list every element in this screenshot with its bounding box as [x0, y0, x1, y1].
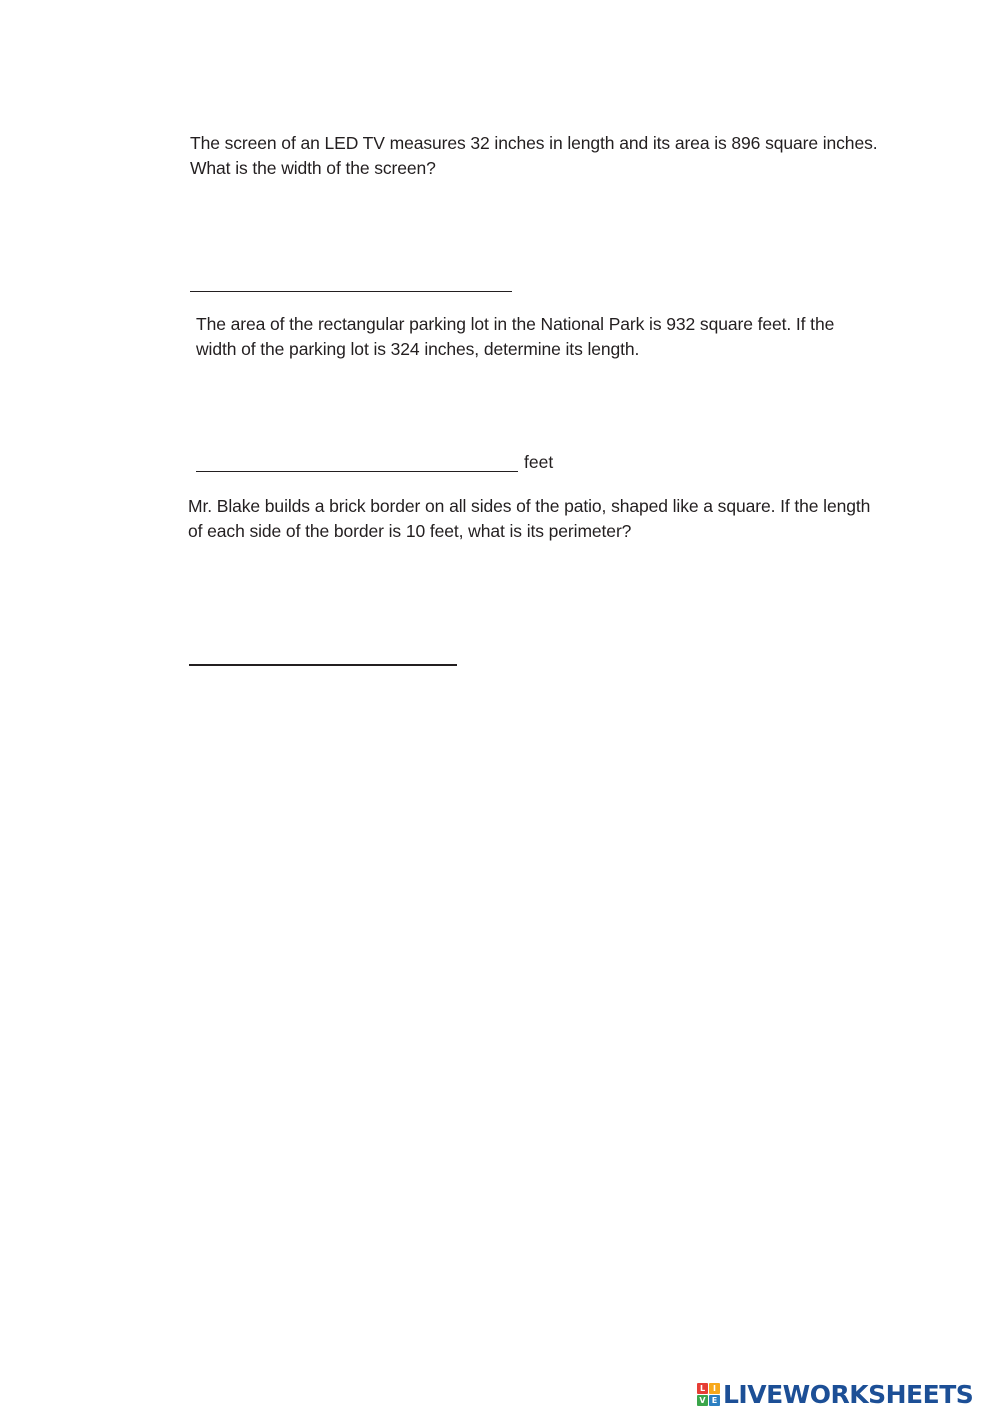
question-1-answer-field[interactable]: [190, 291, 512, 292]
question-3-line-2: of each side of the border is 10 feet, what is its perimeter?: [188, 521, 632, 541]
logo-tile-e: E: [709, 1395, 720, 1406]
question-3-text: [188, 494, 968, 544]
question-1-text: [190, 131, 970, 181]
question-2-line-2: width of the parking lot is 324 inches, determine its length.: [196, 339, 640, 359]
question-2-line-1: The area of the rectangular parking lot in the National Park is 932 square feet. If the: [196, 314, 835, 334]
logo-tile-i: I: [709, 1383, 720, 1394]
liveworksheets-logo-text: LIVEWORKSHEETS: [723, 1379, 974, 1409]
question-1-line-2: What is the width of the screen?: [190, 158, 436, 178]
logo-tile-l: L: [697, 1383, 708, 1394]
question-3-line-1: Mr. Blake builds a brick border on all sides of the patio, shaped like a square. If the length: [188, 496, 871, 516]
liveworksheets-logo: [697, 1379, 973, 1409]
logo-tile-v: V: [697, 1395, 708, 1406]
liveworksheets-logo-icon: [697, 1383, 720, 1406]
question-3-answer-field[interactable]: [189, 664, 457, 666]
question-1-line-1: The screen of an LED TV measures 32 inches in length and its area is 896 square inches.: [190, 133, 878, 153]
question-2-unit-label: feet: [524, 452, 554, 472]
question-2-text: [196, 312, 956, 362]
question-2-answer-field[interactable]: [196, 471, 518, 472]
